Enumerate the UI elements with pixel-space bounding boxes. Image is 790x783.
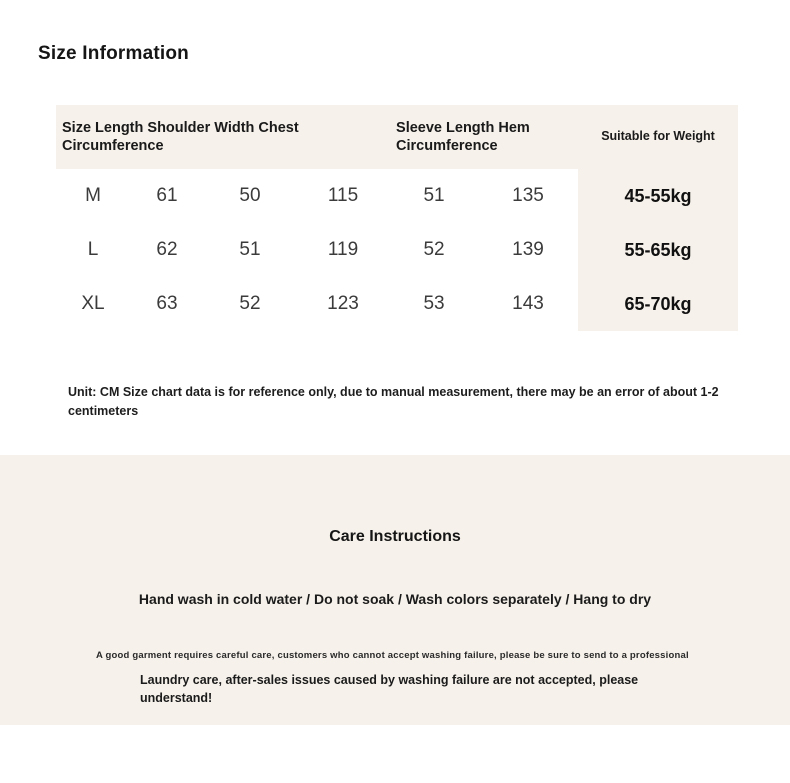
table-row bbox=[56, 277, 738, 331]
cell-sleeve: 53 bbox=[423, 293, 445, 315]
cell-size: XL bbox=[81, 293, 105, 315]
cell-shoulder: 51 bbox=[239, 239, 261, 261]
cell-length: 62 bbox=[156, 239, 178, 261]
cell-hem: 139 bbox=[512, 239, 544, 261]
cell-chest: 115 bbox=[327, 185, 359, 207]
cell-hem: 143 bbox=[512, 293, 544, 315]
care-main-line: Hand wash in cold water / Do not soak / Wash colors separately / Hang to dry bbox=[138, 591, 652, 607]
page-title: Size Information bbox=[38, 42, 189, 64]
cell-length: 61 bbox=[156, 185, 178, 207]
cell-weight: 45-55kg bbox=[578, 169, 738, 223]
header-group-weight: Suitable for Weight bbox=[578, 105, 738, 169]
cell-shoulder: 52 bbox=[239, 293, 261, 315]
cell-sleeve: 52 bbox=[423, 239, 445, 261]
cell-size: L bbox=[87, 239, 99, 261]
header-group-measurements-2: Sleeve Length Hem Circumference bbox=[390, 105, 578, 169]
cell-weight: 55-65kg bbox=[578, 223, 738, 277]
table-row bbox=[56, 223, 738, 277]
cell-length: 63 bbox=[156, 293, 178, 315]
care-instructions-section bbox=[0, 455, 790, 725]
size-table-body bbox=[56, 169, 738, 331]
table-header-row bbox=[56, 105, 738, 169]
size-table-head bbox=[56, 105, 738, 169]
cell-chest: 119 bbox=[327, 239, 359, 261]
cell-weight: 65-70kg bbox=[578, 277, 738, 331]
cell-chest: 123 bbox=[327, 293, 359, 315]
size-table-wrapper bbox=[56, 105, 738, 331]
care-small-note: A good garment requires careful care, customers who cannot accept washing failure, please be sure to send to a professional bbox=[96, 649, 689, 661]
size-table bbox=[56, 105, 738, 331]
care-title: Care Instructions bbox=[329, 528, 461, 546]
cell-shoulder: 50 bbox=[239, 185, 261, 207]
header-group-measurements-1: Size Length Shoulder Width Chest Circumference bbox=[56, 105, 390, 169]
cell-size: M bbox=[85, 185, 101, 207]
table-row bbox=[56, 169, 738, 223]
measurement-note: Unit: CM Size chart data is for reference only, due to manual measurement, there may be an error of about 1-2 centimeters bbox=[68, 384, 719, 418]
footer-spacer bbox=[0, 725, 790, 783]
care-sub-note: Laundry care, after-sales issues caused by washing failure are not accepted, please understand! bbox=[140, 672, 639, 706]
cell-sleeve: 51 bbox=[423, 185, 445, 207]
cell-hem: 135 bbox=[512, 185, 544, 207]
